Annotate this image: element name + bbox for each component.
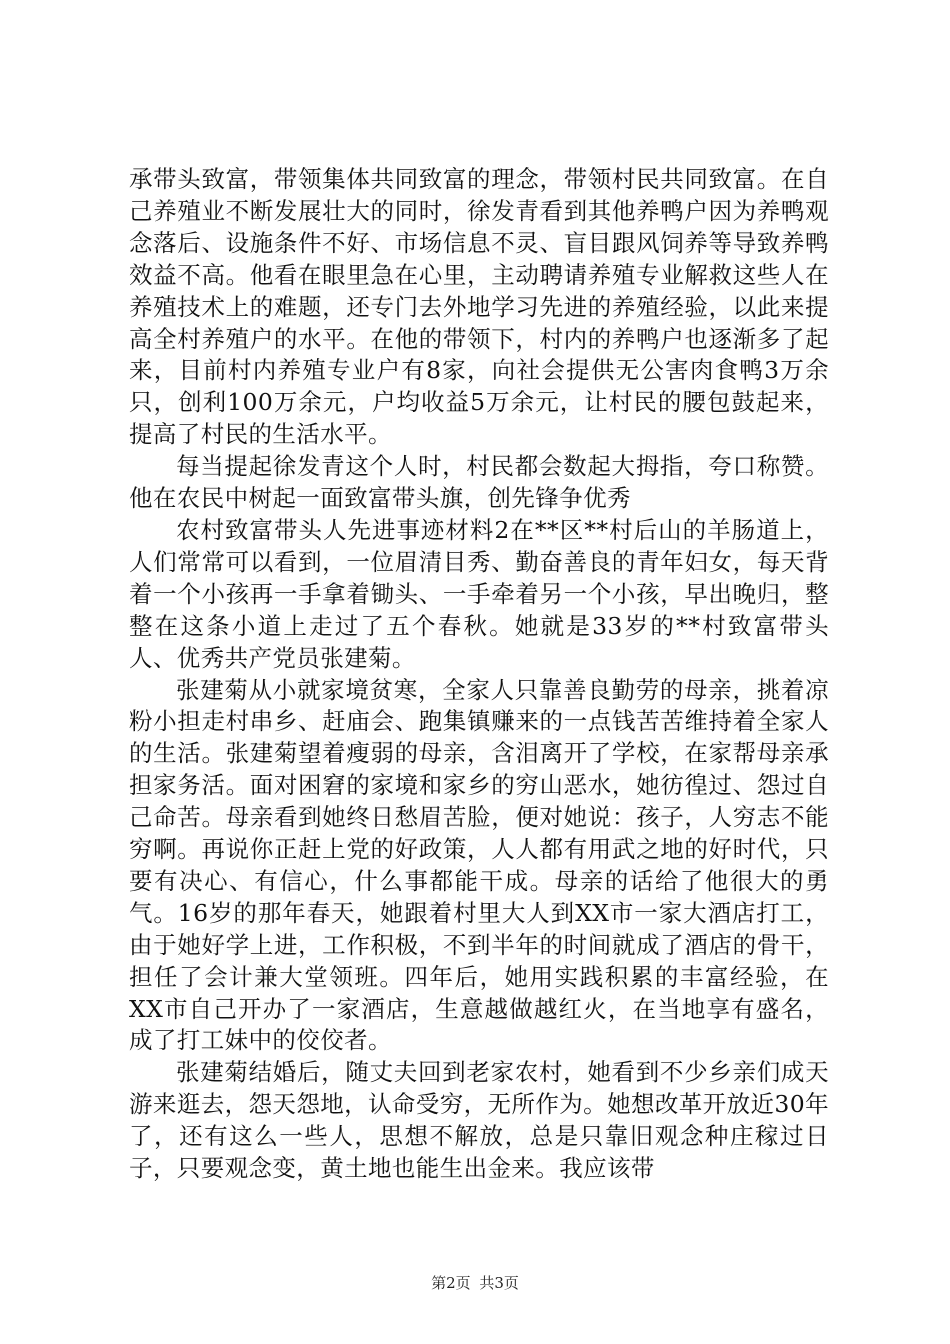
body-text: [129, 164, 829, 1185]
page-number: 第2页: [431, 1274, 471, 1292]
paragraph-3: 农村致富带头人先进事迹材料2在**区**村后山的羊肠道上，人们常常可以看到，一位眉清目秀、勤奋善良的青年妇女，每天背着一个小孩再一手拿着锄头、一手牵着另一个小孩，早出晚归，整整在这条小道上走过了五个春秋。她就是33岁的**村致富带头人、优秀共产党员张建菊。: [129, 515, 829, 672]
paragraph-1: 承带头致富，带领集体共同致富的理念，带领村民共同致富。在自己养殖业不断发展壮大的同时，徐发青看到其他养鸭户因为养鸭观念落后、设施条件不好、市场信息不灵、盲目跟风饲养等导致养鸭效益不高。他看在眼里急在心里，主动聘请养殖专业解救这些人在养殖技术上的难题，还专门去外地学习先进的养殖经验，以此来提高全村养殖户的水平。在他的带领下，村内的养鸭户也逐渐多了起来，目前村内养殖专业户有8家，向社会提供无公害肉食鸭3万余只，创利100万余元，户均收益5万余元，让村民的腰包鼓起来，提高了村民的生活水平。: [129, 165, 829, 449]
paragraph-2: 每当提起徐发青这个人时，村民都会数起大拇指，夸口称赞。他在农民中树起一面致富带头旗，创先锋争优秀: [129, 452, 829, 513]
paragraph-4: 张建菊从小就家境贫寒，全家人只靠善良勤劳的母亲，挑着凉粉小担走村串乡、赶庙会、跑集镇赚来的一点钱苦苦维持着全家人的生活。张建菊望着瘦弱的母亲，含泪离开了学校，在家帮母亲承担家务活。面对困窘的家境和家乡的穷山恶水，她彷徨过、怨过自己命苦。母亲看到她终日愁眉苦脸，便对她说：孩子，人穷志不能穷啊。再说你正赶上党的好政策，人人都有用武之地的好时代，只要有决心、有信心，什么事都能干成。母亲的话给了他很大的勇气。16岁的那年春天，她跟着村里大人到XX市一家大酒店打工，由于她好学上进，工作积极，不到半年的时间就成了酒店的骨干，担任了会计兼大堂领班。四年后，她用实践积累的丰富经验，在XX市自己开办了一家酒店，生意越做越红火，在当地享有盛名，成了打工妹中的佼佼者。: [129, 675, 829, 1055]
page-footer: [0, 1272, 950, 1293]
page-total: 共3页: [479, 1274, 519, 1292]
paragraph-5: 张建菊结婚后，随丈夫回到老家农村，她看到不少乡亲们成天游来逛去，怨天怨地，认命受穷，无所作为。她想改革开放近30年了，还有这么一些人，思想不解放，总是只靠旧观念种庄稼过日子，只要观念变，黄土地也能生出金来。我应该带: [129, 1058, 829, 1183]
